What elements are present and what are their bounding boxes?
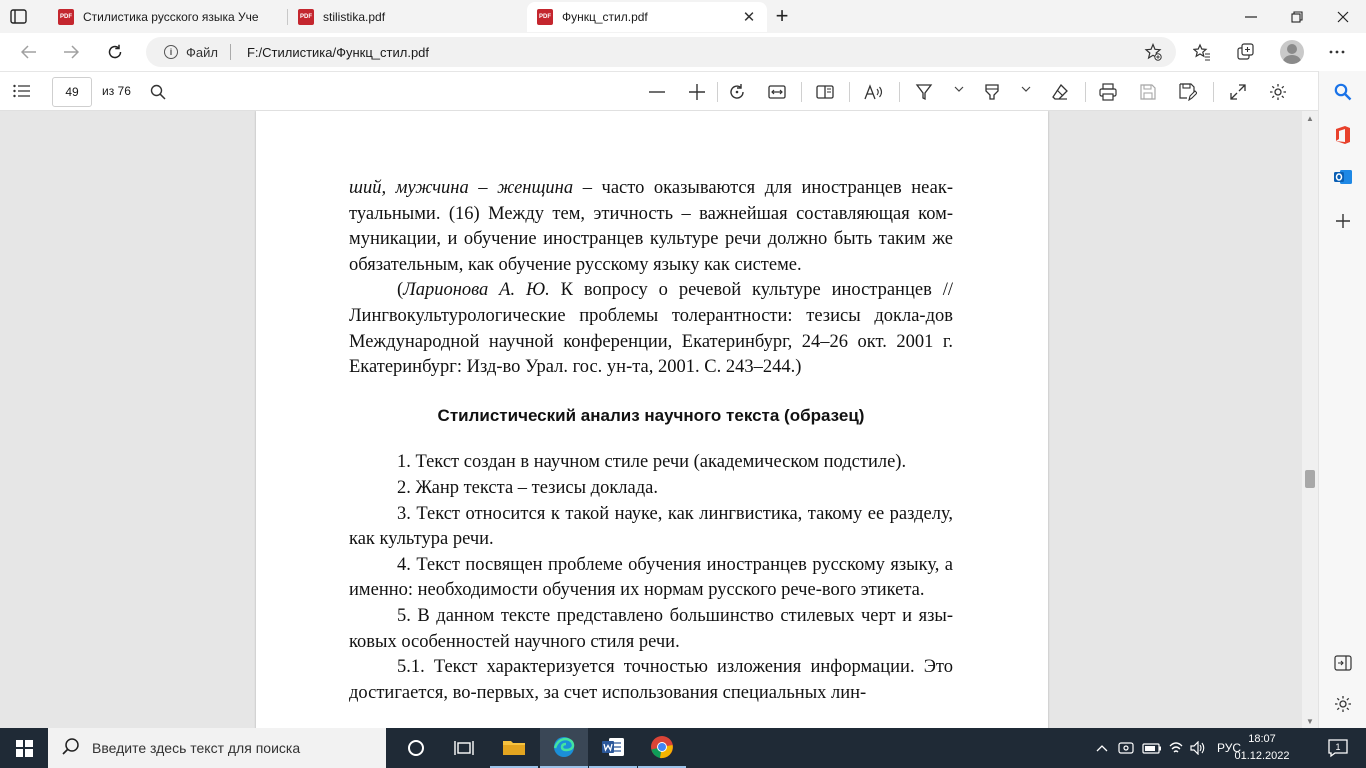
- section-heading: Стилистический анализ научного текста (образец): [437, 405, 865, 425]
- fit-to-width-icon[interactable]: [765, 80, 789, 104]
- list-item: 3. Текст относится к такой науке, как лингвистика, такому ее разделу, как культура речи.: [349, 503, 953, 550]
- save-icon[interactable]: [1136, 80, 1160, 104]
- protocol-label: Файл: [186, 44, 218, 60]
- fullscreen-icon[interactable]: [1226, 80, 1250, 104]
- taskbar-search-box[interactable]: [48, 728, 386, 768]
- settings-gear-icon[interactable]: [1332, 693, 1354, 715]
- language-indicator[interactable]: РУС: [1217, 741, 1242, 755]
- tab-strip: [0, 0, 1366, 33]
- profile-avatar[interactable]: [1280, 40, 1304, 64]
- meet-now-icon[interactable]: [1118, 728, 1134, 768]
- close-icon[interactable]: ✕: [742, 9, 756, 26]
- toolbar-divider: [1213, 82, 1214, 102]
- search-icon: [62, 737, 80, 760]
- toolbar-divider: [1085, 82, 1086, 102]
- chrome-icon[interactable]: [638, 728, 686, 768]
- tab-actions-icon[interactable]: [8, 7, 30, 27]
- reference-open-paren: (: [397, 280, 404, 301]
- page-count-label: из 76: [102, 84, 131, 98]
- edge-browser-icon[interactable]: [540, 728, 588, 768]
- page-view-icon[interactable]: [813, 80, 837, 104]
- save-as-icon[interactable]: [1176, 80, 1200, 104]
- notifications-icon[interactable]: [1318, 728, 1358, 768]
- start-button[interactable]: [0, 728, 48, 768]
- battery-icon[interactable]: [1142, 728, 1162, 768]
- scroll-down-arrow-icon[interactable]: ▼: [1306, 717, 1314, 726]
- more-options-icon[interactable]: [1325, 41, 1349, 63]
- refresh-icon[interactable]: [102, 40, 128, 64]
- search-icon[interactable]: [146, 80, 170, 104]
- list-item: 5.1. Текст характеризуется точностью изложения информации. Это достигается, во-первых, за счет использования специальных лин-: [349, 657, 953, 703]
- scroll-up-arrow-icon[interactable]: ▲: [1306, 114, 1314, 123]
- navigation-bar: [0, 33, 1366, 71]
- pdf-icon: PDF: [58, 9, 74, 25]
- clock-date: 01.12.2022: [1234, 750, 1290, 762]
- list-item: 2. Жанр текста – тезисы доклада.: [397, 477, 658, 498]
- forward-arrow-icon[interactable]: [58, 40, 84, 64]
- toolbar-divider: [849, 82, 850, 102]
- edge-sidebar: [1318, 71, 1366, 728]
- address-bar[interactable]: [146, 37, 1176, 67]
- erase-icon[interactable]: [1048, 80, 1072, 104]
- pdf-icon: PDF: [298, 9, 314, 25]
- task-view-icon[interactable]: [440, 728, 488, 768]
- search-icon[interactable]: [1332, 81, 1354, 103]
- chevron-down-icon[interactable]: [954, 84, 964, 95]
- print-icon[interactable]: [1096, 80, 1120, 104]
- cortana-icon[interactable]: [392, 728, 440, 768]
- list-item: 1. Текст создан в научном стиле речи (академическом подстиле).: [397, 452, 907, 473]
- page-text: [349, 176, 953, 706]
- tab-label: Стилистика русского языка Уче: [83, 10, 259, 24]
- file-explorer-icon[interactable]: [490, 728, 538, 768]
- outlook-icon[interactable]: [1332, 166, 1354, 188]
- vertical-scrollbar[interactable]: [1302, 111, 1318, 728]
- list-item: 4. Текст посвящен проблеме обучения иностранцев русскому языку, а именно: необходимости обучения их нормам русского рече-вого этикета.: [349, 554, 953, 601]
- zoom-in-icon[interactable]: [685, 80, 709, 104]
- list-item: 5. В данном тексте представлено большинство стилевых черт и язы-ковых особенностей научного стиля речи.: [349, 605, 953, 652]
- zoom-out-icon[interactable]: [645, 80, 669, 104]
- favorites-icon[interactable]: [1190, 41, 1214, 63]
- page-number-input[interactable]: 49: [52, 77, 92, 107]
- windows-logo-icon: [16, 740, 33, 757]
- toolbar-divider: [899, 82, 900, 102]
- show-hidden-icons-chevron-icon[interactable]: [1096, 728, 1108, 768]
- tab-stylistics-textbook[interactable]: [48, 2, 284, 32]
- new-tab-button[interactable]: +: [775, 3, 789, 28]
- tab-label: stilistika.pdf: [323, 10, 386, 24]
- toolbar-divider: [717, 82, 718, 102]
- reference-author: Ларионова А. Ю.: [403, 280, 550, 301]
- add-icon[interactable]: [1332, 210, 1354, 232]
- pdf-page: [256, 111, 1048, 728]
- paragraph: [349, 176, 953, 278]
- tab-funkc-stil[interactable]: [527, 2, 767, 32]
- taskbar: [0, 728, 1366, 768]
- toolbar-divider: [801, 82, 802, 102]
- rotate-icon[interactable]: [725, 80, 749, 104]
- search-placeholder: Введите здесь текст для поиска: [92, 740, 301, 756]
- hide-sidebar-icon[interactable]: [1332, 652, 1354, 674]
- reference-text: К вопросу о речевой культуре иностранцев // Лингвокультурологические проблемы толерантности: тезисы докла-дов Международной научной конференции, Екатеринбург, 24–26 окт. 2001 г. Екатеринбург: Изд-во Урал. гос. ун-та, 2001. С. 243–244.): [349, 280, 953, 378]
- settings-gear-icon[interactable]: [1266, 80, 1290, 104]
- read-aloud-icon[interactable]: [862, 80, 886, 104]
- paragraph-text: – часто оказываются для иностранцев неак-туальными. (16) Между тем, этичность – важнейшая составляющая ком-муникации, и обучение иностранцев культуре речи должно быть таким же обязательным, как обучение русскому языку как системе.: [349, 178, 953, 275]
- pdf-viewport[interactable]: [0, 111, 1318, 728]
- draw-icon[interactable]: [912, 80, 936, 104]
- notification-count: 1: [1335, 742, 1341, 752]
- restore-icon[interactable]: [1274, 0, 1320, 33]
- tab-stilistika[interactable]: [288, 2, 524, 32]
- clock[interactable]: [1232, 731, 1292, 765]
- chevron-down-icon[interactable]: [1021, 84, 1031, 95]
- clock-time: 18:07: [1248, 733, 1276, 745]
- back-arrow-icon[interactable]: [16, 40, 42, 64]
- table-of-contents-icon[interactable]: [12, 83, 32, 99]
- reference-paragraph: [349, 278, 953, 380]
- highlight-icon[interactable]: [980, 80, 1004, 104]
- info-icon[interactable]: i: [164, 45, 178, 59]
- spacer: [349, 381, 953, 403]
- italic-text: ший, мужчина – женщина: [349, 178, 574, 198]
- window-close-icon[interactable]: [1320, 0, 1366, 33]
- pdf-icon: PDF: [537, 9, 553, 25]
- minimize-icon[interactable]: [1228, 0, 1274, 33]
- pdf-toolbar: [0, 71, 1318, 111]
- add-favorite-icon[interactable]: [1144, 43, 1162, 66]
- office-icon[interactable]: [1332, 124, 1354, 146]
- tab-label: Функц_стил.pdf: [562, 10, 648, 24]
- scroll-thumb[interactable]: [1305, 470, 1315, 488]
- spacer: [349, 428, 953, 450]
- collections-icon[interactable]: [1234, 41, 1258, 63]
- address-divider: [230, 44, 231, 60]
- word-icon[interactable]: [589, 728, 637, 768]
- volume-icon[interactable]: [1190, 728, 1206, 768]
- url-text[interactable]: F:/Стилистика/Функц_стил.pdf: [246, 44, 430, 60]
- wifi-icon[interactable]: [1168, 728, 1184, 768]
